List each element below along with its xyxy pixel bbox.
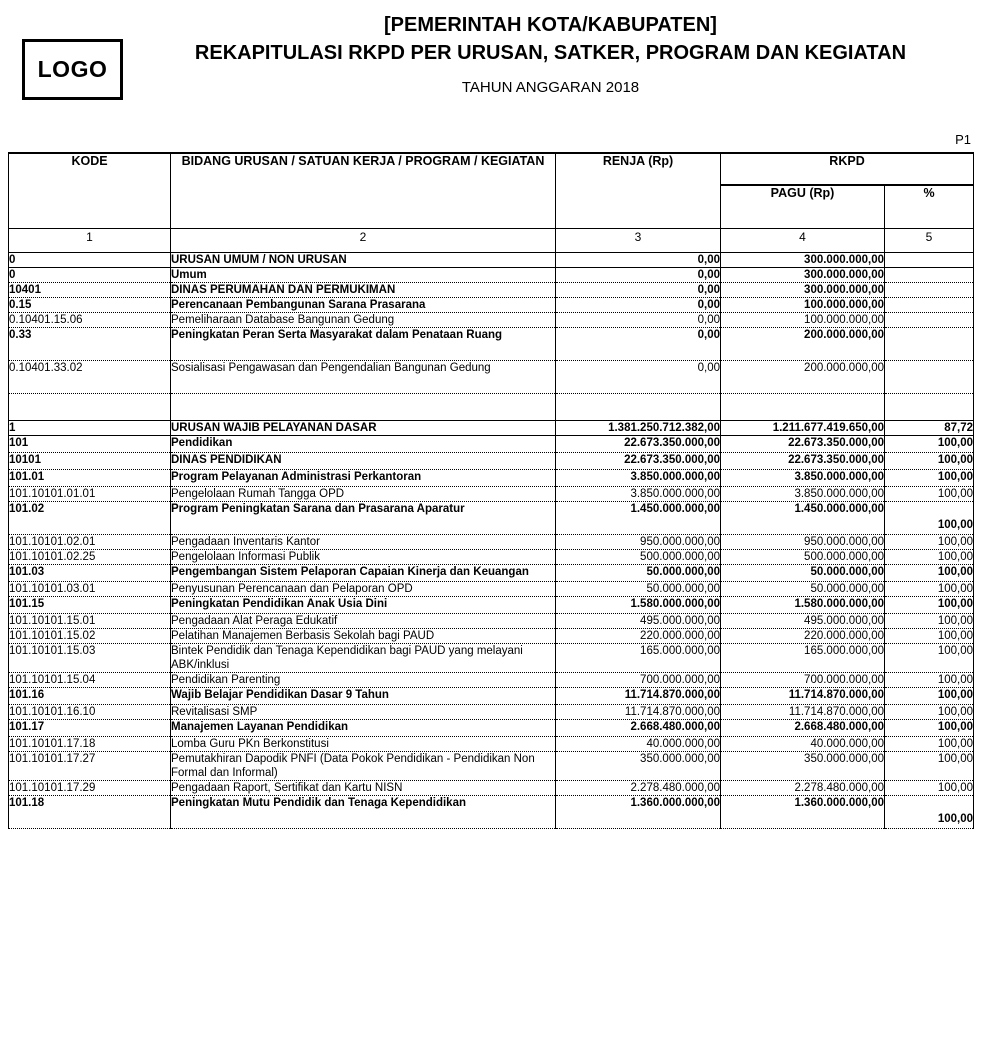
cell-uraian: Perencanaan Pembangunan Sarana Prasarana [171, 298, 556, 313]
column-number-2: 2 [171, 229, 556, 253]
logo-placeholder-box [22, 39, 123, 100]
cell-kode: 101.10101.02.01 [9, 535, 171, 550]
cell-kode: 0 [9, 268, 171, 283]
cell-percent: 100,00 [885, 453, 974, 470]
cell-pagu: 2.278.480.000,00 [721, 781, 885, 796]
cell-pagu: 40.000.000,00 [721, 737, 885, 752]
table-row [9, 253, 974, 268]
cell-pagu: 950.000.000,00 [721, 535, 885, 550]
document-subtitle-fiscal-year: TAHUN ANGGARAN 2018 [461, 79, 640, 96]
cell-kode: 101.10101.15.03 [9, 644, 171, 673]
table-row [9, 487, 974, 502]
cell-percent: 100,00 [885, 565, 974, 582]
cell-renja [556, 394, 721, 421]
cell-kode: 101.10101.16.10 [9, 705, 171, 720]
cell-kode: 101.16 [9, 688, 171, 705]
cell-pagu: 11.714.870.000,00 [721, 688, 885, 705]
cell-pagu: 2.668.480.000,00 [721, 720, 885, 737]
cell-percent: 100,00 [885, 535, 974, 550]
cell-kode: 101.10101.02.25 [9, 550, 171, 565]
cell-uraian: DINAS PERUMAHAN DAN PERMUKIMAN [171, 283, 556, 298]
table-row [9, 688, 974, 705]
table-row [9, 298, 974, 313]
cell-uraian: URUSAN UMUM / NON URUSAN [171, 253, 556, 268]
table-row [9, 796, 974, 829]
cell-percent: 100,00 [885, 737, 974, 752]
table-row [9, 673, 974, 688]
column-header-kode: KODE [9, 153, 171, 229]
cell-pagu: 200.000.000,00 [721, 361, 885, 394]
table-row [9, 752, 974, 781]
column-header-rkpd-group: RKPD [721, 153, 974, 185]
cell-kode: 0.10401.33.02 [9, 361, 171, 394]
cell-kode: 10401 [9, 283, 171, 298]
cell-pagu: 22.673.350.000,00 [721, 453, 885, 470]
cell-renja: 0,00 [556, 268, 721, 283]
table-body [9, 253, 974, 829]
cell-pagu: 300.000.000,00 [721, 268, 885, 283]
cell-percent [885, 283, 974, 298]
cell-pagu: 300.000.000,00 [721, 283, 885, 298]
cell-kode: 101.02 [9, 502, 171, 535]
cell-uraian: Sosialisasi Pengawasan dan Pengendalian Bangunan Gedung [171, 361, 556, 394]
table-row [9, 470, 974, 487]
column-number-4: 4 [721, 229, 885, 253]
table-row [9, 720, 974, 737]
cell-percent [885, 253, 974, 268]
cell-pagu: 50.000.000,00 [721, 582, 885, 597]
table-row [9, 737, 974, 752]
cell-renja: 2.668.480.000,00 [556, 720, 721, 737]
cell-kode: 10101 [9, 453, 171, 470]
cell-pagu: 495.000.000,00 [721, 614, 885, 629]
cell-renja: 1.360.000.000,00 [556, 796, 721, 829]
cell-uraian: Lomba Guru PKn Berkonstitusi [171, 737, 556, 752]
cell-percent: 100,00 [885, 597, 974, 614]
cell-pagu: 165.000.000,00 [721, 644, 885, 673]
cell-uraian: Pengelolaan Informasi Publik [171, 550, 556, 565]
cell-uraian: Manajemen Layanan Pendidikan [171, 720, 556, 737]
cell-percent: 100,00 [885, 550, 974, 565]
cell-uraian: Pendidikan [171, 436, 556, 453]
cell-renja: 1.450.000.000,00 [556, 502, 721, 535]
cell-renja: 0,00 [556, 253, 721, 268]
cell-kode: 101.10101.01.01 [9, 487, 171, 502]
cell-kode: 1 [9, 421, 171, 436]
cell-renja: 50.000.000,00 [556, 565, 721, 582]
cell-pagu: 700.000.000,00 [721, 673, 885, 688]
column-header-pagu: PAGU (Rp) [721, 185, 885, 229]
cell-uraian: DINAS PENDIDIKAN [171, 453, 556, 470]
column-header-percent: % [885, 185, 974, 229]
column-number-1: 1 [9, 229, 171, 253]
table-row [9, 436, 974, 453]
cell-pagu: 3.850.000.000,00 [721, 470, 885, 487]
cell-kode: 101.01 [9, 470, 171, 487]
cell-pagu: 300.000.000,00 [721, 253, 885, 268]
document-title-government: [PEMERINTAH KOTA/KABUPATEN] [384, 14, 717, 36]
document-header [0, 0, 981, 120]
cell-percent: 100,00 [885, 629, 974, 644]
cell-kode: 101.18 [9, 796, 171, 829]
cell-kode: 101.10101.15.04 [9, 673, 171, 688]
cell-renja: 165.000.000,00 [556, 644, 721, 673]
cell-uraian: URUSAN WAJIB PELAYANAN DASAR [171, 421, 556, 436]
cell-renja: 2.278.480.000,00 [556, 781, 721, 796]
cell-uraian: Wajib Belajar Pendidikan Dasar 9 Tahun [171, 688, 556, 705]
cell-percent: 100,00 [885, 796, 974, 829]
cell-renja: 11.714.870.000,00 [556, 705, 721, 720]
cell-pagu: 11.714.870.000,00 [721, 705, 885, 720]
cell-renja: 700.000.000,00 [556, 673, 721, 688]
cell-pagu: 1.450.000.000,00 [721, 502, 885, 535]
table-header [9, 153, 974, 253]
cell-percent: 100,00 [885, 470, 974, 487]
table-row [9, 268, 974, 283]
cell-renja: 22.673.350.000,00 [556, 436, 721, 453]
table-row [9, 453, 974, 470]
table-row [9, 644, 974, 673]
cell-kode: 101 [9, 436, 171, 453]
cell-renja: 0,00 [556, 328, 721, 361]
table-row [9, 361, 974, 394]
table-row [9, 781, 974, 796]
table-row [9, 629, 974, 644]
cell-percent [885, 328, 974, 361]
document-title-main: REKAPITULASI RKPD PER URUSAN, SATKER, PROGRAM DAN KEGIATAN [194, 42, 907, 64]
table-row [9, 328, 974, 361]
page-marker: P1 [955, 132, 971, 147]
cell-percent [885, 394, 974, 421]
cell-kode: 101.10101.15.02 [9, 629, 171, 644]
cell-pagu: 1.580.000.000,00 [721, 597, 885, 614]
cell-renja: 495.000.000,00 [556, 614, 721, 629]
cell-kode: 101.15 [9, 597, 171, 614]
cell-uraian: Pemutakhiran Dapodik PNFI (Data Pokok Pendidikan - Pendidikan Non Formal dan Informal) [171, 752, 556, 781]
cell-kode: 0.10401.15.06 [9, 313, 171, 328]
cell-renja: 1.381.250.712.382,00 [556, 421, 721, 436]
cell-renja: 0,00 [556, 283, 721, 298]
cell-pagu: 500.000.000,00 [721, 550, 885, 565]
cell-kode: 101.10101.03.01 [9, 582, 171, 597]
cell-kode: 0.33 [9, 328, 171, 361]
cell-uraian: Pengadaan Raport, Sertifikat dan Kartu NISN [171, 781, 556, 796]
cell-kode [9, 394, 171, 421]
cell-percent: 100,00 [885, 688, 974, 705]
cell-renja: 220.000.000,00 [556, 629, 721, 644]
cell-uraian: Pengadaan Alat Peraga Edukatif [171, 614, 556, 629]
cell-pagu: 100.000.000,00 [721, 298, 885, 313]
column-number-row [9, 229, 974, 253]
cell-percent: 100,00 [885, 614, 974, 629]
cell-pagu: 1.360.000.000,00 [721, 796, 885, 829]
cell-percent: 100,00 [885, 502, 974, 535]
title-block [130, 12, 971, 104]
table-row [9, 705, 974, 720]
cell-uraian: Peningkatan Mutu Pendidik dan Tenaga Kependidikan [171, 796, 556, 829]
cell-pagu: 22.673.350.000,00 [721, 436, 885, 453]
table-row [9, 582, 974, 597]
table-spacer-row [9, 394, 974, 421]
table-row [9, 283, 974, 298]
cell-renja: 22.673.350.000,00 [556, 453, 721, 470]
cell-percent: 100,00 [885, 582, 974, 597]
column-number-5: 5 [885, 229, 974, 253]
cell-uraian: Pengelolaan Rumah Tangga OPD [171, 487, 556, 502]
cell-renja: 500.000.000,00 [556, 550, 721, 565]
cell-renja: 3.850.000.000,00 [556, 487, 721, 502]
cell-renja: 40.000.000,00 [556, 737, 721, 752]
cell-uraian: Pemeliharaan Database Bangunan Gedung [171, 313, 556, 328]
cell-uraian: Penyusunan Perencanaan dan Pelaporan OPD [171, 582, 556, 597]
cell-kode: 101.03 [9, 565, 171, 582]
cell-renja: 0,00 [556, 298, 721, 313]
cell-renja: 950.000.000,00 [556, 535, 721, 550]
cell-uraian: Pengembangan Sistem Pelaporan Capaian Kinerja dan Keuangan [171, 565, 556, 582]
table-row [9, 550, 974, 565]
cell-percent: 100,00 [885, 673, 974, 688]
cell-renja: 11.714.870.000,00 [556, 688, 721, 705]
cell-percent: 100,00 [885, 436, 974, 453]
cell-percent: 100,00 [885, 705, 974, 720]
column-number-3: 3 [556, 229, 721, 253]
cell-percent: 100,00 [885, 644, 974, 673]
table-row [9, 565, 974, 582]
cell-pagu: 350.000.000,00 [721, 752, 885, 781]
cell-pagu: 50.000.000,00 [721, 565, 885, 582]
cell-pagu: 1.211.677.419.650,00 [721, 421, 885, 436]
cell-kode: 101.17 [9, 720, 171, 737]
cell-kode: 0.15 [9, 298, 171, 313]
cell-percent [885, 361, 974, 394]
cell-uraian: Revitalisasi SMP [171, 705, 556, 720]
cell-renja: 50.000.000,00 [556, 582, 721, 597]
recap-table [8, 152, 974, 829]
cell-uraian: Pengadaan Inventaris Kantor [171, 535, 556, 550]
cell-percent [885, 313, 974, 328]
cell-uraian: Pendidikan Parenting [171, 673, 556, 688]
cell-renja: 350.000.000,00 [556, 752, 721, 781]
cell-percent [885, 298, 974, 313]
column-header-renja: RENJA (Rp) [556, 153, 721, 229]
cell-uraian: Program Peningkatan Sarana dan Prasarana Aparatur [171, 502, 556, 535]
table-row [9, 535, 974, 550]
cell-renja: 1.580.000.000,00 [556, 597, 721, 614]
cell-kode: 101.10101.17.27 [9, 752, 171, 781]
cell-kode: 0 [9, 253, 171, 268]
cell-percent: 100,00 [885, 720, 974, 737]
cell-uraian: Pelatihan Manajemen Berbasis Sekolah bagi PAUD [171, 629, 556, 644]
cell-uraian: Umum [171, 268, 556, 283]
cell-percent: 100,00 [885, 781, 974, 796]
cell-uraian: Peningkatan Peran Serta Masyarakat dalam Penataan Ruang [171, 328, 556, 361]
recap-table-container [8, 152, 973, 829]
cell-percent [885, 268, 974, 283]
cell-percent: 100,00 [885, 752, 974, 781]
cell-uraian: Bintek Pendidik dan Tenaga Kependidikan bagi PAUD yang melayani ABK/inklusi [171, 644, 556, 673]
cell-pagu: 220.000.000,00 [721, 629, 885, 644]
cell-renja: 0,00 [556, 313, 721, 328]
cell-pagu: 100.000.000,00 [721, 313, 885, 328]
cell-renja: 3.850.000.000,00 [556, 470, 721, 487]
cell-kode: 101.10101.15.01 [9, 614, 171, 629]
table-row [9, 502, 974, 535]
cell-pagu: 200.000.000,00 [721, 328, 885, 361]
table-row [9, 614, 974, 629]
table-row [9, 313, 974, 328]
cell-pagu [721, 394, 885, 421]
cell-percent: 87,72 [885, 421, 974, 436]
cell-uraian [171, 394, 556, 421]
cell-uraian: Program Pelayanan Administrasi Perkantoran [171, 470, 556, 487]
cell-uraian: Peningkatan Pendidikan Anak Usia Dini [171, 597, 556, 614]
logo-label: LOGO [37, 56, 108, 82]
cell-pagu: 3.850.000.000,00 [721, 487, 885, 502]
table-row [9, 421, 974, 436]
column-header-uraian: BIDANG URUSAN / SATUAN KERJA / PROGRAM / KEGIATAN [171, 153, 556, 229]
table-row [9, 597, 974, 614]
cell-renja: 0,00 [556, 361, 721, 394]
cell-kode: 101.10101.17.29 [9, 781, 171, 796]
cell-kode: 101.10101.17.18 [9, 737, 171, 752]
cell-percent: 100,00 [885, 487, 974, 502]
